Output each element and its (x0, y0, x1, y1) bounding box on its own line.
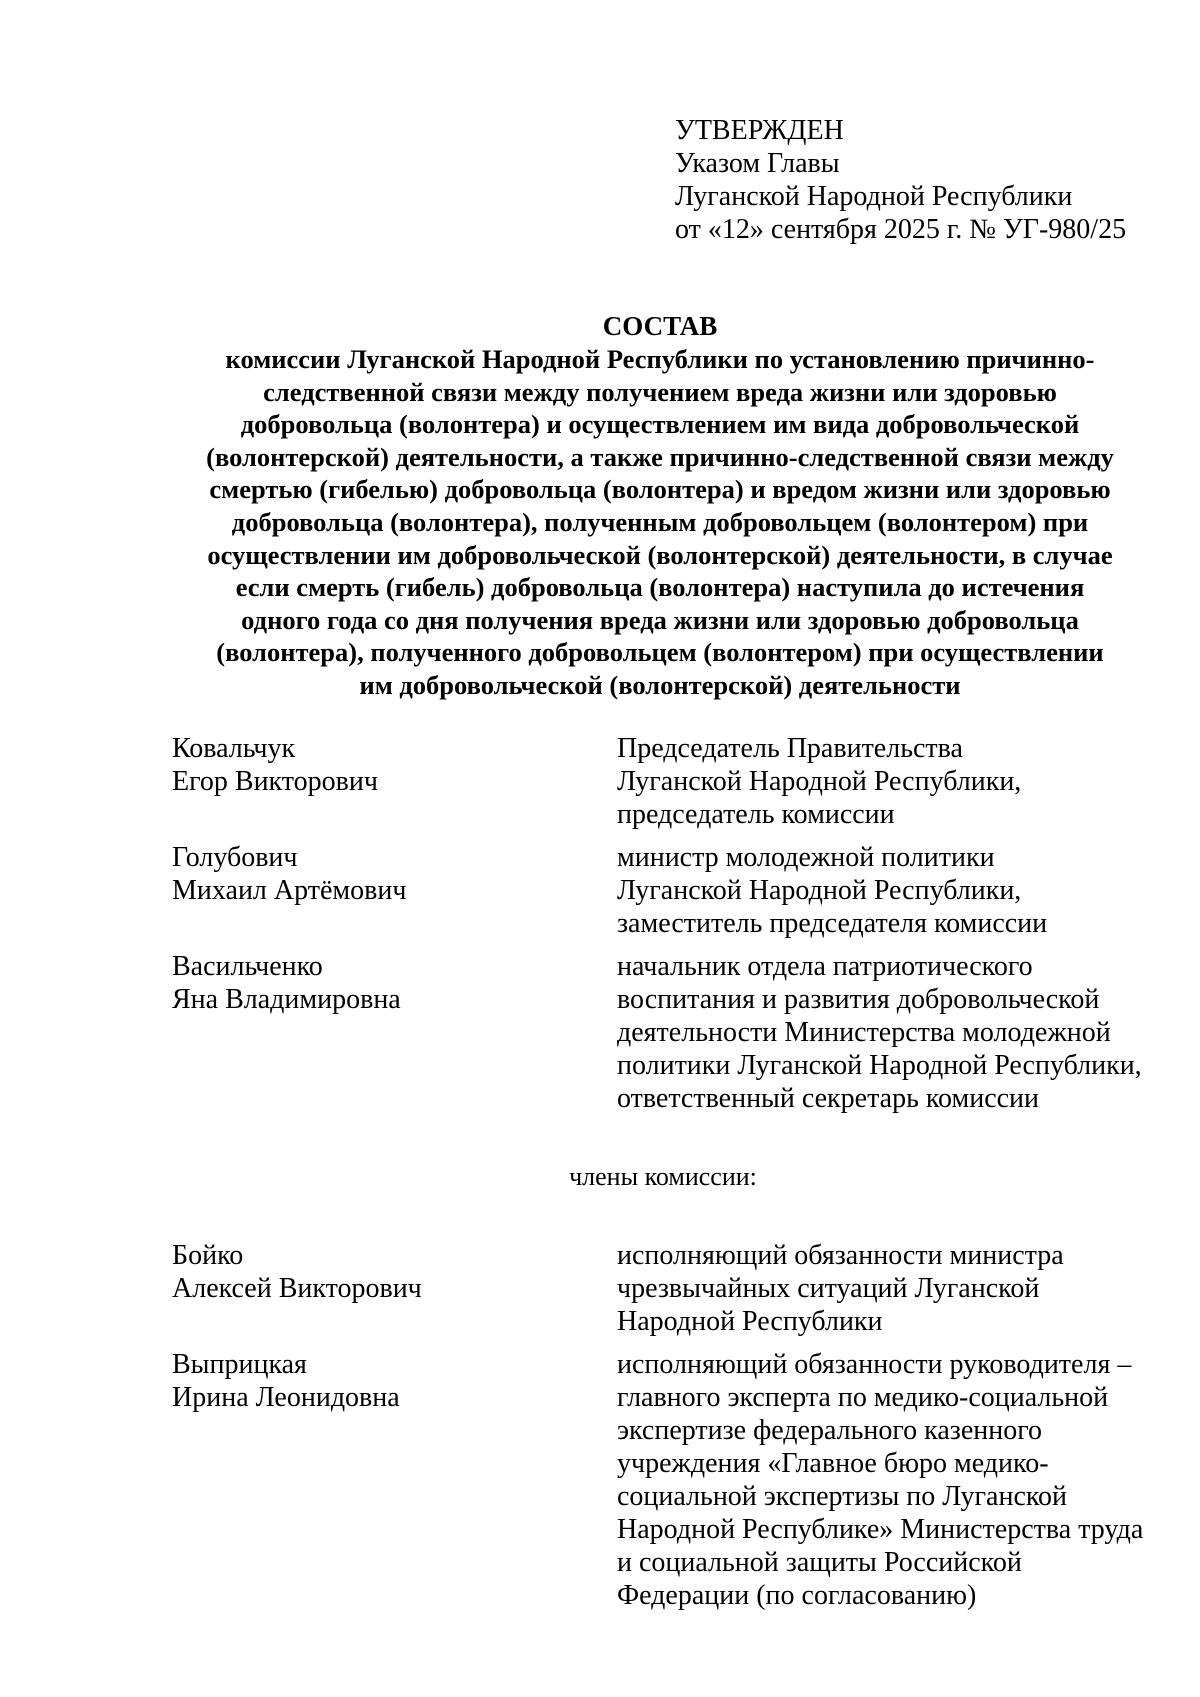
role-line: воспитания и развития добровольческой (617, 984, 1100, 1015)
role-line: Председатель Правительства (617, 733, 963, 764)
member-surname: Бойко (172, 1240, 244, 1271)
member-name (172, 841, 406, 907)
member-role (617, 841, 1047, 940)
role-line: чрезвычайных ситуаций Луганской (617, 1273, 1040, 1304)
member-role (617, 1239, 1064, 1338)
subtitle-line: (волонтера), полученного добровольцем (волонтером) при осуществлении (216, 637, 1104, 668)
role-line: деятельности Министерства молодежной (617, 1017, 1111, 1048)
members-section-label: члены комиссии: (569, 1162, 757, 1191)
member-name (172, 950, 401, 1016)
role-line: и социальной защиты Российской (617, 1547, 1022, 1578)
role-line: социальной экспертизы по Луганской (617, 1481, 1068, 1512)
subtitle-line: осуществлении им добровольческой (волонтерской) деятельности, в случае (207, 539, 1113, 570)
subtitle-line: одного года со дня получения вреда жизни или здоровью добровольца (241, 604, 1079, 635)
role-line: исполняющий обязанности руководителя – (617, 1349, 1132, 1380)
subtitle-line: (волонтерской) деятельности, а также причинно-следственной связи между (206, 441, 1114, 472)
role-line: ответственный секретарь комиссии (617, 1083, 1040, 1114)
subtitle-line: им добровольческой (волонтерской) деятельности (359, 669, 961, 700)
role-line: исполняющий обязанности министра (617, 1240, 1064, 1271)
approval-line: от «12» сентября 2025 г. № УГ-980/25 (675, 214, 1127, 245)
member-surname: Васильченко (172, 951, 323, 982)
member-surname: Голубович (172, 842, 298, 873)
member-role (617, 732, 1021, 831)
subtitle-line: добровольца (волонтера) и осуществлением им вида добровольческой (240, 409, 1080, 440)
member-name (172, 1239, 422, 1305)
document-title: СОСТАВ (602, 311, 718, 341)
subtitle-line: если смерть (гибель) добровольца (волонтера) наступила до истечения (235, 572, 1085, 603)
role-line: начальник отдела патриотического (617, 951, 1033, 982)
member-given-names: Ирина Леонидовна (172, 1382, 400, 1413)
member-given-names: Егор Викторович (172, 766, 378, 797)
member-given-names: Яна Владимировна (172, 984, 401, 1015)
role-line: заместитель председателя комиссии (617, 908, 1048, 939)
member-name (172, 1348, 400, 1414)
member-role (617, 1348, 1143, 1612)
role-line: Народной Республике» Министерства труда (617, 1514, 1144, 1545)
role-line: Народной Республики (617, 1306, 883, 1337)
member-given-names: Алексей Викторович (172, 1273, 422, 1304)
role-line: учреждения «Главное бюро медико- (617, 1448, 1049, 1479)
subtitle-line: добровольца (волонтера), полученным добровольцем (волонтером) при (231, 506, 1089, 537)
subtitle-line: смертью (гибелью) добровольца (волонтера) и вредом жизни или здоровью (209, 474, 1111, 505)
role-line: председатель комиссии (617, 799, 895, 830)
approval-stamp (675, 114, 1126, 246)
approval-line: УТВЕРЖДЕН (675, 115, 844, 146)
document-subtitle (160, 343, 1160, 702)
role-line: министр молодежной политики (617, 842, 995, 873)
approval-line: Луганской Народной Республики (675, 181, 1073, 212)
member-role (617, 950, 1142, 1115)
role-line: Федерации (по согласованию) (617, 1580, 977, 1611)
subtitle-line: комиссии Луганской Народной Республики по установлению причинно- (225, 344, 1095, 374)
role-line: экспертизе федерального казенного (617, 1415, 1043, 1446)
member-given-names: Михаил Артёмович (172, 875, 407, 906)
member-surname: Ковальчук (172, 733, 296, 764)
role-line: главного эксперта по медико-социальной (617, 1382, 1109, 1413)
member-surname: Выприцкая (172, 1349, 307, 1380)
role-line: Луганской Народной Республики, (617, 766, 1022, 797)
role-line: Луганской Народной Республики, (617, 875, 1022, 906)
role-line: политики Луганской Народной Республики, (617, 1050, 1142, 1081)
approval-line: Указом Главы (675, 148, 840, 179)
member-name (172, 732, 378, 798)
subtitle-line: следственной связи между получением вреда жизни или здоровью (263, 376, 1057, 407)
